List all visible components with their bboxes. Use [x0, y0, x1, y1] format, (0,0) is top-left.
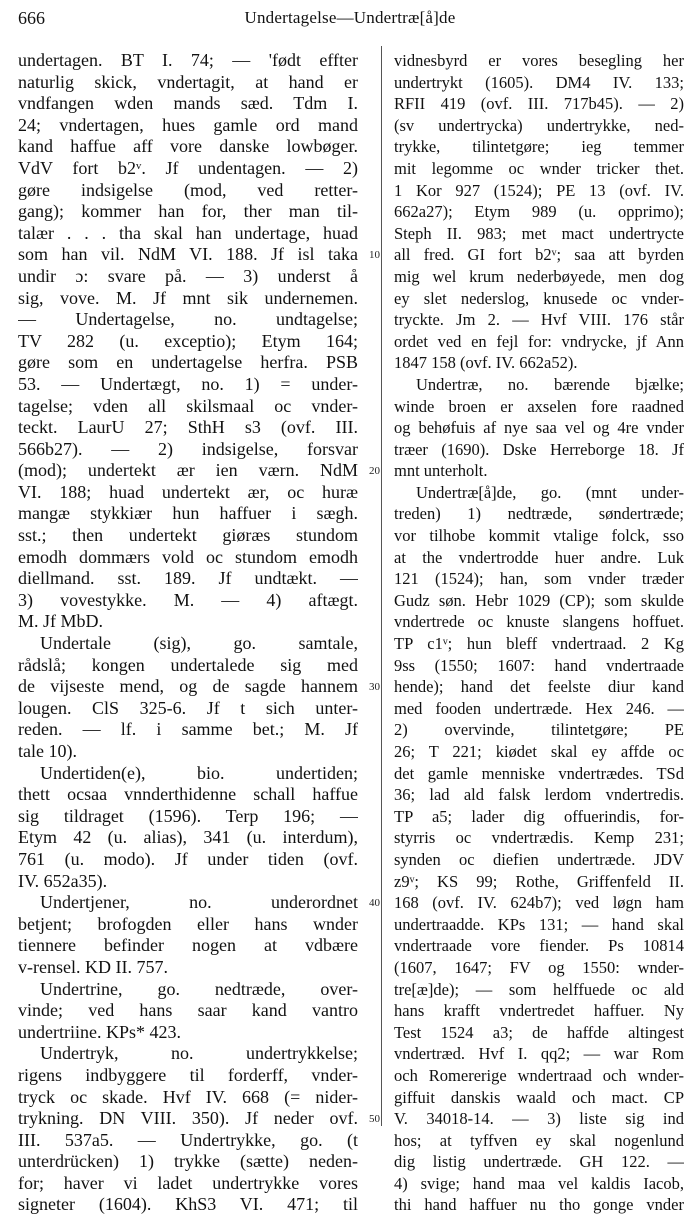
right-column-line: synden oc diefien undertræde. JDV: [394, 849, 684, 869]
right-column-line: Test 1524 a3; de haffde altingest: [394, 1022, 684, 1042]
right-column-line: treden) 1) nedtræde, søndertræde;: [394, 504, 684, 524]
left-column-line: (mod); undertekt ær ien værn. NdM: [18, 460, 358, 481]
right-column-line: 121 (1524); han, som vnder træder: [394, 569, 684, 589]
right-column-line: 168 (ovf. IV. 624b7); ved løgn ham: [394, 893, 684, 913]
right-column-line: ey slet nederslog, knusede oc vnder-: [394, 288, 684, 308]
right-column-line: undertrykt (1605). DM4 IV. 133;: [394, 72, 684, 92]
right-column-line: mig wel krum nederbøyede, men dog: [394, 266, 684, 286]
right-column-line: 36; lad ald falsk lerdom vndertredis.: [394, 785, 684, 805]
left-column-line: for; haver vi ladet undertrykke vores: [18, 1172, 358, 1193]
left-column-line: naturlig skick, vndertagit, at hand er: [18, 71, 358, 92]
right-column-line: all fred. GI fort b2ᵛ; saa att byrden: [394, 245, 684, 265]
left-column-line: undertriine. KPs* 423.: [18, 1021, 181, 1042]
left-column-line: emodh dommærs vold oc stundom emodh: [18, 546, 358, 567]
left-column-line: gøre indsigelse (mod, ved retter-: [18, 179, 358, 200]
right-column-line: och Romererige wndertraad och wnder-: [394, 1065, 684, 1085]
left-column-line: som han vil. NdM VI. 188. Jf isl taka: [18, 244, 358, 265]
left-column-line: tiennere befinder nogen at vdbære: [18, 935, 358, 956]
left-column-line: Undertiden(e), bio. undertiden;: [40, 762, 358, 783]
line-number: 20: [369, 465, 380, 478]
right-column-line: hans krafft vndertredet haffuer. Ny: [394, 1001, 684, 1021]
right-column-line: vndertraade vore fiender. Ps 10814: [394, 936, 684, 956]
left-column-line: vinde; ved hans saar kand vantro: [18, 1000, 358, 1021]
left-column-line: VdV fort b2ᵛ. Jf undentagen. — 2): [18, 157, 358, 178]
right-column-line: Steph II. 983; met mact undertrycte: [394, 223, 684, 243]
right-column-line: 662a27); Etym 989 (u. opprimo);: [394, 202, 684, 222]
left-column-line: M. Jf MbD.: [18, 611, 104, 632]
right-column-line: vndertræd. Hvf I. qq2; — war Rom: [394, 1044, 684, 1064]
left-column-line: — Undertagelse, no. undtagelse;: [18, 309, 358, 330]
right-column-line: med fooden undertræde. Hex 246. —: [394, 698, 684, 718]
right-column-line: winde broen er axselen fore raadned: [394, 396, 684, 416]
right-column-line: vor tilhobe kommit vtalige folck, sso: [394, 526, 684, 546]
right-column-line: det gamle menniske vndertrædes. TSd: [394, 763, 684, 783]
left-column-line: lougen. ClS 325-6. Jf t sich unter-: [18, 697, 358, 718]
page-header: [0, 0, 700, 36]
column-divider: [381, 46, 382, 1126]
left-column-line: 761 (u. modo). Jf under tiden (ovf.: [18, 848, 358, 869]
left-column-line: Undertjener, no. underordnet: [40, 892, 358, 913]
right-column-line: Undertræ, no. bærende bjælke;: [416, 374, 684, 394]
left-column-line: reden. — lf. i samme bet.; M. Jf: [18, 719, 358, 740]
right-column-line: vidnesbyrd er vores besegling her: [394, 51, 684, 70]
right-column-line: 9ss (1550; 1607: hand vndertraade: [394, 655, 684, 675]
line-number: 50: [369, 1113, 380, 1126]
left-column-line: thett ocsaa vnnderthidenne schall haffue: [18, 784, 358, 805]
page-number: 666: [18, 8, 45, 28]
left-column-line: gøre som en undertagelse herfra. PSB: [18, 352, 358, 373]
right-column-line: giffuit danskis waald och mact. CP: [394, 1087, 684, 1107]
left-column-line: 53. — Undertægt, no. 1) = under-: [18, 373, 358, 394]
left-column-line: tagelse; vden all skilsmaal oc vnder-: [18, 395, 358, 416]
right-column-line: tre[æ]de); — som helffuede oc ald: [394, 979, 684, 999]
left-column-line: 3) vovestykke. M. — 4) aftægt.: [18, 589, 358, 610]
right-column-line: dig listig undertræde. GH 122. —: [394, 1152, 684, 1172]
left-column-line: Undertrine, go. nedtræde, over-: [40, 978, 358, 999]
left-column-line: talær . . . tha skal han undertage, huad: [18, 222, 358, 243]
right-column-line: 1847 158 (ovf. IV. 662a52).: [394, 353, 578, 373]
right-column-line: og behøfuis af nye saa vel og 4re vnder: [394, 418, 684, 438]
left-column-line: kand haffue aff vore danske lowbøger.: [18, 136, 358, 157]
left-column-line: 24; vndertagen, hues gamle ord mand: [18, 114, 358, 135]
left-column-line: tale 10).: [18, 741, 77, 761]
right-column-line: RFII 419 (ovf. III. 717b45). — 2): [394, 94, 684, 114]
left-column-line: sig tildraget (1596). Terp 196; —: [18, 805, 358, 826]
right-column-line: 4) svige; hand maa vel kaldis Iacob,: [394, 1173, 684, 1193]
left-column-line: undertagen. BT I. 74; — 'født effter: [18, 50, 358, 70]
right-column-line: styrris oc vndertrædis. Kemp 231;: [394, 828, 684, 848]
left-column-line: IV. 652a35).: [18, 870, 108, 891]
right-column-line: undertraadde. KPs 131; — hand skal: [394, 914, 684, 934]
left-column-line: tryck oc skade. Hvf IV. 668 (= nider-: [18, 1086, 358, 1107]
right-column-line: V. 34018-14. — 3) liste sig ind: [394, 1109, 684, 1129]
running-head: Undertagelse—Undertræ[å]de: [244, 8, 456, 27]
right-column-line: (1607, 1647; FV og 1550: wnder-: [394, 957, 684, 977]
left-column-line: rigens indbyggere til forderff, vnder-: [18, 1064, 358, 1085]
right-column-line: 1 Kor 927 (1524); PE 13 (ovf. IV.: [394, 180, 684, 200]
left-column-line: teckt. LaurU 27; SthH s3 (ovf. III.: [18, 417, 358, 438]
left-column-line: de vijseste mend, og de sagde hannem: [18, 676, 358, 697]
right-column-line: Undertræ[å]de, go. (mnt under-: [416, 482, 684, 502]
left-column-line: betjent; brofogden eller hans wnder: [18, 913, 358, 934]
right-column-line: hende); hand det feelste diur kand: [394, 677, 684, 697]
right-column-line: træer (1690). Dske Herreborge 18. Jf: [394, 439, 684, 459]
right-column-line: tryckte. Jm 2. — Hvf VIII. 176 står: [394, 310, 684, 330]
left-column: [18, 50, 358, 1216]
line-number: 10: [369, 249, 380, 262]
right-column-line: ordet ved en fejl for: vndrycke, jf Ann: [394, 331, 684, 351]
left-column-line: diellmand. sst. 189. Jf undtækt. —: [18, 568, 358, 589]
left-column-line: sig, vove. M. Jf mnt sik undernemen.: [18, 287, 358, 308]
left-column-line: sst.; then undertekt giøræs stundom: [18, 525, 358, 546]
left-column-line: mangæ stykkiær hun haffuer i sægh.: [18, 503, 358, 524]
left-column-line: vndfangen wden mands sæd. Tdm I.: [18, 93, 358, 114]
left-column-line: Etym 42 (u. alias), 341 (u. interdum),: [18, 827, 358, 848]
left-column-line: 566b27). — 2) indsigelse, forsvar: [18, 438, 358, 459]
right-column-line: Gudz søn. Hebr 1029 (CP); som skulde: [394, 590, 684, 610]
left-column-line: VI. 188; huad undertekt ær, oc huræ: [18, 481, 358, 502]
right-column-line: z9ᵛ; KS 99; Rothe, Griffenfeld II.: [394, 871, 684, 891]
right-column-line: hos; at tyffven ey skal nogenlund: [394, 1130, 684, 1150]
left-column-line: unterdrücken) 1) trykke (sætte) neden-: [18, 1151, 358, 1172]
right-column-line: TP c1ᵛ; hun bleff vndertraad. 2 Kg: [394, 634, 684, 654]
right-column-line: trykke, tilintetgøre; ieg temmer: [394, 137, 684, 157]
right-column-line: at the vndertrodde huer andre. Luk: [394, 547, 684, 567]
left-column-line: signeter (1604). KhS3 VI. 471; til: [18, 1194, 358, 1215]
left-column-line: TV 282 (u. exceptio); Etym 164;: [18, 330, 358, 351]
right-column-line: (sv undertrycka) undertrykke, ned-: [394, 115, 684, 135]
line-number: 30: [369, 681, 380, 694]
right-column-line: 26; T 221; kiødet skal ey affde oc: [394, 742, 684, 761]
left-column-line: trykning. DN VIII. 350). Jf neder ovf.: [18, 1108, 358, 1129]
left-column-line: III. 537a5. — Undertrykke, go. (t: [18, 1129, 358, 1150]
left-column-line: gang); kommer han for, ther man til-: [18, 201, 358, 222]
right-column-line: thi hand haffuer nu tho gonge vnder: [394, 1195, 684, 1215]
right-column-line: TP a5; lader dig offuerindis, for-: [394, 806, 684, 826]
line-number: 40: [369, 897, 380, 910]
left-column-line: Undertryk, no. undertrykkelse;: [40, 1043, 358, 1064]
right-column-line: vndertrede oc knuste slangens hoffuet.: [394, 612, 684, 632]
left-column-line: undir ɔ: svare på. — 3) underst å: [18, 265, 358, 286]
left-column-line: rådslå; kongen undertalede sig med: [18, 654, 358, 675]
right-column-line: 2) overvinde, tilintetgøre; PE: [394, 720, 684, 740]
right-column-line: mnt unterholt.: [394, 461, 488, 481]
left-column-line: v-rensel. KD II. 757.: [18, 956, 168, 977]
left-column-line: Undertale (sig), go. samtale,: [40, 633, 358, 654]
right-column-line: mit legomme oc wnder tricker thet.: [394, 158, 684, 178]
right-column: [394, 50, 684, 1216]
